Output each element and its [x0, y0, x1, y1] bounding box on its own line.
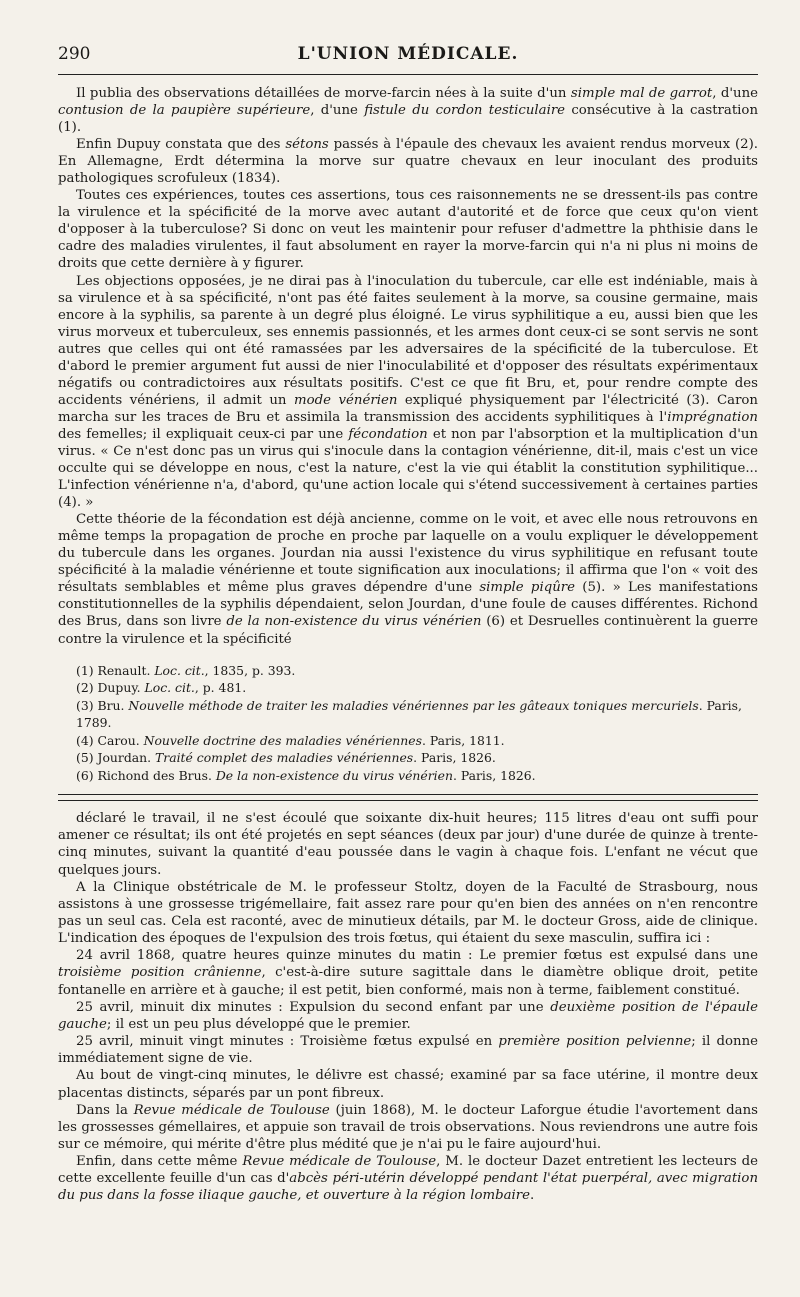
text-run: . Paris, 1826. — [452, 767, 536, 783]
text-run: . Paris, 1811. — [421, 732, 505, 748]
text-run: Les objections opposées, je ne dirai pas à l'inoculation du tubercule, car elle est indéniable, mais à sa virulence et à sa spécificité, n'ont pas été faites seulement à la morve, sa cousine germaine, mais encore à la syphilis, sa parente à un degré plus éloigné. Le virus syphilitique a eu, aussi bien que les virus morveux et tuberculeux, ses ennemis passionnés, et les armes dont ceux-ci se sont servis ne sont autres que celles qui ont été ramassées par les adversaires de la spécificité de la tuberculose. Et d'abord le premier argument fut aussi de nier l'inoculabilité et d'opposer des résultats expérimentaux négatifs ou contradictoires aux résultats positifs. C'est ce que fit Bru, et, pour rendre compte des accidents vénériens, il admit un — [58, 273, 758, 408]
text-run: Il publia des observations détaillées de morve-farcin nées à la suite d'un — [76, 86, 571, 101]
italic-run: imprégnation — [667, 409, 758, 425]
footnote — [58, 767, 758, 785]
italic-run: Revue médicale de Toulouse — [242, 1154, 437, 1170]
text-run: expliqué physiquement par l'électricité (3). Caron marcha sur les traces de Bru et assimila la transmission des accidents syphilitiques à l' — [58, 392, 758, 425]
text-run: . Paris, 1826. — [413, 750, 496, 766]
text-run: (juin 1868), M. le docteur Laforgue étudie l'avortement dans les grossesses gémellaires, et appuie son travail de trois observations. Nous reviendrons une autre fois sur ce mémoire, qui mérite d'être plus médité que je n'ai pu le faire aujourd'hui. — [58, 1102, 758, 1153]
footnotes — [58, 662, 758, 785]
footnote — [58, 679, 758, 697]
italic-run: deuxième position de l'épaule gauche — [58, 999, 759, 1032]
text-run: 25 avril, minuit dix minutes : Expulsion du second enfant par une — [76, 999, 551, 1015]
paragraph — [58, 136, 758, 187]
italic-run: Loc. cit. — [154, 662, 205, 678]
text-run: ; il donne immédiatement signe de vie. — [58, 1034, 758, 1067]
page-number: 290 — [58, 44, 91, 64]
footnote — [58, 697, 758, 732]
italic-run: sétons — [285, 137, 329, 153]
paragraph — [58, 85, 758, 136]
text-run: Au bout de vingt-cinq minutes, le délivre est chassé; examiné par sa face utérine, il montre deux placentas distincts, séparés par un pont fibreux. — [58, 1068, 758, 1101]
italic-run: première position pelvienne — [498, 1034, 692, 1050]
text-run: 25 avril, minuit vingt minutes : Troisième fœtus expulsé en — [76, 1034, 499, 1050]
italic-run: Nouvelle doctrine des maladies vénériennes — [143, 732, 422, 748]
italic-run: de la non-existence du virus vénérien — [226, 614, 482, 630]
paragraph — [58, 810, 758, 879]
text-run: , d'une — [310, 103, 365, 119]
italic-run: fécondation — [348, 426, 428, 442]
italic-run: De la non-existence du virus vénérien — [215, 767, 453, 783]
text-run: (5) Jourdan. — [76, 750, 155, 766]
text-run: Cette théorie de la fécondation est déjà ancienne, comme on le voit, et avec elle nous retrouvons en même temps la propagation de proche en proche par laquelle on a voulu expliquer le développement du tubercule dans les organes. Jourdan nia aussi l'existence du virus syphilitique en refusant toute spécificité à la maladie vénérienne et toute signification aux inoculations; il affirma que l'on « voit des résultats semblables et même plus graves dépendre d'une — [58, 512, 758, 596]
text-run: , d'une — [712, 86, 759, 101]
footnote — [58, 749, 758, 767]
paragraph — [58, 999, 758, 1033]
italic-run: contusion de la paupière supérieure — [58, 103, 311, 119]
text-run: ; il est un peu plus développé que le premier. — [106, 1016, 411, 1032]
text-run: A la Clinique obstétricale de M. le professeur Stoltz, doyen de la Faculté de Strasbourg, nous assistons à une grossesse trigémellaire, fait assez rare pour qu'en bien des années on n'en rencontre pas un seul cas. Cela est raconté, avec de minutieux détails, par M. le docteur Gross, aide de clinique. L'indication des époques de l'expulsion des trois fœtus, qui étaient du sexe masculin, suffira ici : — [58, 879, 758, 947]
paragraph — [58, 273, 758, 512]
paragraph — [58, 187, 758, 272]
italic-run: abcès péri-utérin développé pendant l'état puerpéral, avec migration du pus dans la fosse iliaque gauche, et ouverture à la région lombaire — [58, 1171, 759, 1204]
paragraph — [58, 1067, 758, 1101]
text-run: , p. 481. — [194, 680, 247, 696]
italic-run: mode vénérien — [294, 392, 398, 408]
text-run: Enfin Dupuy constata que des — [76, 137, 286, 153]
footnote — [58, 662, 758, 680]
footnote — [58, 732, 758, 750]
text-run: des femelles; il expliquait ceux-ci par une — [58, 426, 349, 442]
text-run: . Paris, 1789. — [76, 697, 742, 731]
section-divider — [58, 794, 758, 801]
text-run: (4) Carou. — [76, 732, 144, 748]
running-title: L'UNION MÉDICALE. — [297, 44, 519, 64]
text-run: Enfin, dans cette même — [76, 1154, 243, 1170]
text-run: Dans la — [76, 1102, 134, 1118]
text-run: (3) Bru. — [76, 697, 129, 713]
page-header — [58, 44, 758, 75]
italic-run: simple mal de garrot — [570, 86, 713, 101]
upper-text-block — [58, 85, 758, 648]
italic-run: troisième position crânienne — [58, 965, 262, 981]
italic-run: Loc. cit. — [144, 680, 195, 696]
text-run: passés à l'épaule des chevaux les avaient rendus morveux (2). En Allemagne, Erdt détermina la morve sur quatre chevaux en leur inoculant des produits pathologiques scrofuleux (1834). — [58, 137, 759, 187]
italic-run: simple piqûre — [479, 580, 576, 596]
text-run: , 1835, p. 393. — [204, 662, 296, 678]
italic-run: Traité complet des maladies vénériennes — [155, 750, 414, 766]
lower-text-block — [58, 810, 758, 1205]
text-run: consécutive à la castration (1). — [58, 103, 759, 136]
italic-run: fistule du cordon testiculaire — [364, 103, 566, 119]
text-run: (1) Renault. — [76, 662, 155, 678]
text-run: (6) Richond des Brus. — [76, 767, 216, 783]
paragraph — [58, 947, 758, 998]
text-run: et non par l'absorption et la multiplication d'un virus. « Ce n'est donc pas un virus qui s'inocule dans la contagion vénérienne, dit-il, mais c'est un vice occulte qui se développe en nous, c'est la nature, c'est la vie qui établit la constitution syphilitique... L'infection vénérienne n'a, d'abord, qu'une action locale qui s'étend successivement à certaines parties (4). » — [58, 426, 758, 511]
text-run: , M. le docteur Dazet entretient les lecteurs de cette excellente feuille d'un cas d' — [58, 1154, 758, 1187]
text-run: Toutes ces expériences, toutes ces assertions, tous ces raisonnements ne se dressent-ils pas contre la virulence et la spécificité de la morve avec autant d'autorité et de force que ceux qu'on vient d'opposer à la tuberculose? Si donc on veut les maintenir pour refuser d'admettre la phthisie dans le cadre des maladies virulentes, il faut absolument en rayer la morve-farcin qui n'a ni plus ni moins de droits que cette dernière à y figurer. — [58, 188, 758, 272]
italic-run: Nouvelle méthode de traiter les maladies vénériennes par les gâteaux toniques mercuriels — [128, 697, 699, 713]
text-run: . — [530, 1188, 535, 1204]
paragraph — [58, 511, 758, 647]
text-run: , c'est-à-dire suture sagittale dans le diamètre oblique droit, petite fontanelle en arrière et à gauche; il est petit, bien conformé, mais non à terme, faiblement constitué. — [58, 965, 758, 998]
italic-run: Revue médicale de Toulouse — [133, 1102, 330, 1118]
text-run: (6) et Desruelles continuèrent la guerre contre la virulence et la spécificité — [58, 614, 759, 647]
text-run: (2) Dupuy. — [76, 680, 145, 696]
text-run: (5). » Les manifestations constitutionnelles de la syphilis dépendaient, selon Jourdan, d'une foule de causes différentes. Richond des Brus, dans son livre — [58, 580, 758, 630]
paragraph — [58, 1102, 758, 1153]
text-run: 24 avril 1868, quatre heures quinze minutes du matin : Le premier fœtus est expulsé dans une — [76, 948, 758, 964]
text-run: déclaré le travail, il ne s'est écoulé que soixante dix-huit heures; 115 litres d'eau ont suffi pour amener ce résultat; ils ont été projetés en sept séances (deux par jour) d'une durée de quinze à trente-cinq minutes, suivant la quantité d'eau poussée dans le vagin à chaque fois. L'enfant ne vécut que quelques jours. — [58, 811, 758, 878]
paragraph — [58, 1153, 758, 1204]
paragraph — [58, 879, 758, 948]
paragraph — [58, 1033, 758, 1067]
